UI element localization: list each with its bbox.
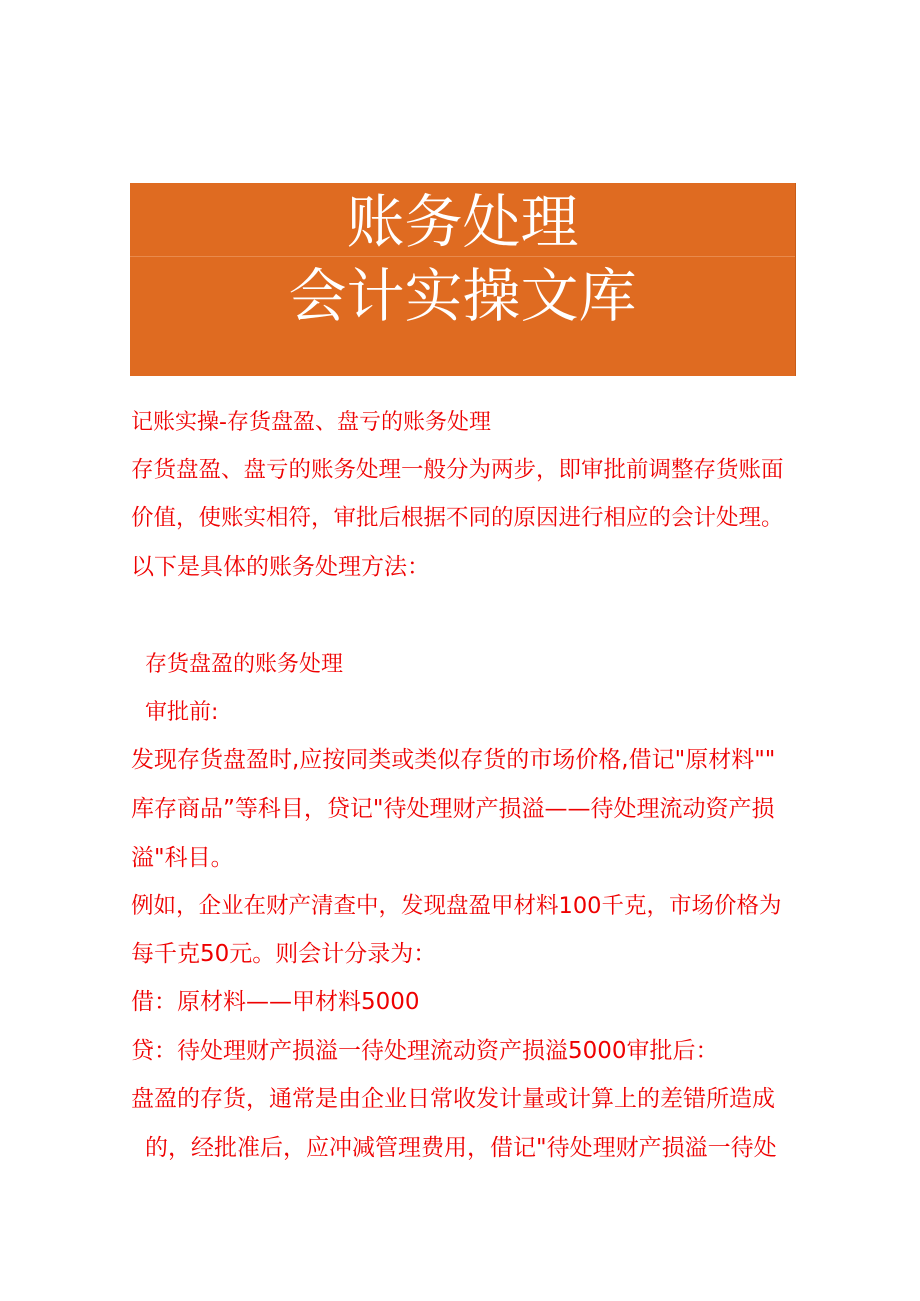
paragraph-line: 的，经批准后，应冲减管理费用，借记"待处理财产损溢一待处 (145, 1135, 777, 1161)
paragraph-line: 例如，企业在财产清查中，发现盘盈甲材料100千克，市场价格为 (131, 893, 782, 919)
paragraph-line: 发现存货盘盈时,应按同类或类似存货的市场价格,借记"原材料"" (131, 747, 776, 773)
banner-title-line-1: 账务处理 (346, 188, 579, 256)
subsection-heading: 审批前: (145, 700, 219, 725)
paragraph-line: 库存商品”等科目，贷记"待处理财产损溢——待处理流动资产损 (131, 796, 775, 822)
article-heading: 记账实操-存货盘盈、盘亏的账务处理 (131, 410, 491, 435)
banner-divider (130, 256, 795, 257)
paragraph-line: 以下是具体的账务处理方法： (131, 554, 430, 580)
paragraph-line: 每千克50元。则会计分录为： (131, 941, 437, 967)
paragraph-line: 溢"科目。 (131, 845, 234, 871)
journal-entry-credit: 贷：待处理财产损溢一待处理流动资产损溢5000审批后： (131, 1038, 719, 1064)
journal-entry-debit: 借：原材料——甲材料5000 (131, 989, 420, 1015)
banner-title-line-2: 会计实操文库 (288, 262, 637, 330)
title-banner (130, 183, 796, 376)
paragraph-line: 存货盘盈、盘亏的账务处理一般分为两步，即审批前调整存货账面 (131, 457, 784, 483)
paragraph-line: 价值，使账实相符，审批后根据不同的原因进行相应的会计处理。 (131, 505, 784, 531)
paragraph-line: 盘盈的存货，通常是由企业日常收发计量或计算上的差错所造成 (131, 1086, 775, 1112)
section-heading: 存货盘盈的账务处理 (145, 652, 344, 677)
